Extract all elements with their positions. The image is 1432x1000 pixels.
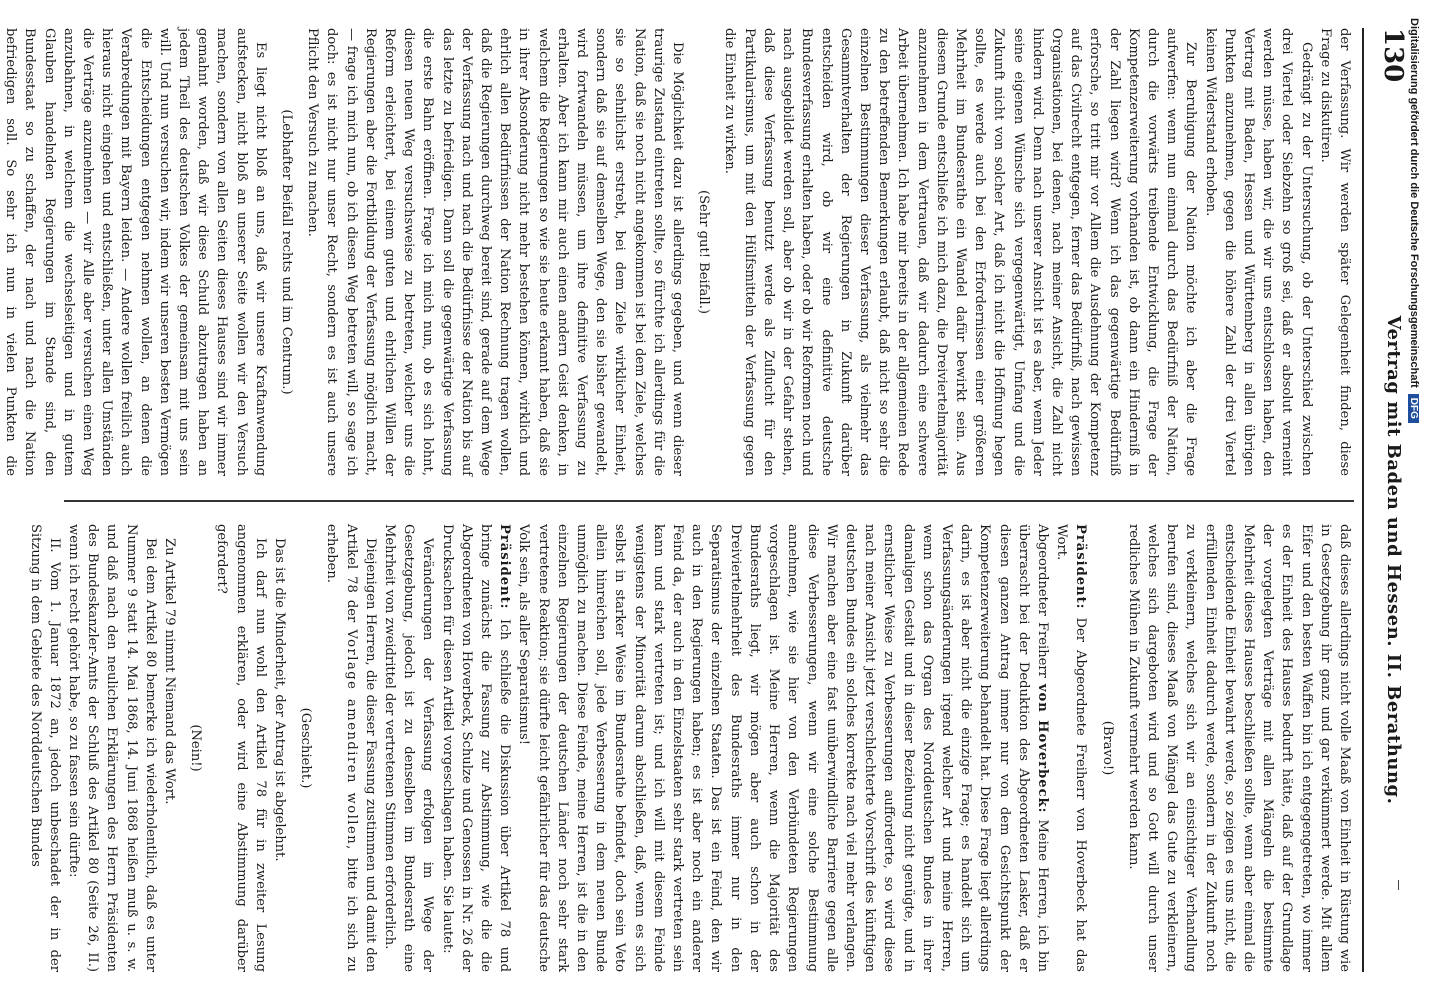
paragraph-text: II. Vom 1. Januar 1872 an, jedoch unbeschadet der in der Sitzung in dem Gebiete des Norddeutschen Bundes [27, 524, 62, 972]
digitization-credit [1398, 18, 1420, 978]
left-column [3, 28, 1354, 476]
paragraph-text: Die Möglichkeit dazu ist allerdings gegeben, und wenn dieser traurige Zustand eintreten sollte, so fürchte ich allerdings für die Nation, daß sie noch nicht angekommen ist bei dem Ziele, welches sie so sehnlichst erstrebt, bei dem Ziele wirklicher Einheit, sondern daß sie auf demselben Wege, den sie bisher gewandelt, wird fortwandeln müssen, um ihre definitive Verfassung zu erhalten. Aber ich kann mir auch einen andern Geist denken, in welchem die Regierungen so wie sie heute erkannt haben, daß sie in ihrer Absonderung nicht mehr bestehen können, wirklich und ehrlich allen Bedürfnissen der Nation Rechnung tragen wollen, daß die Regierungen durchweg bereit sind, gerade auf dem Wege der Verfassung nach und nach die Bedürfnisse der Nation bis auf das letzte zu befriedigen. Dann soll die gegenwärtige Verfassung die erste Bahn eröffnen. Frage ich mich nun, ob es sich lohnt, diesen neuen Weg versuchsweise zu betreten, welcher uns die Reform erleichtert, bei einem guten und ehrlichen Willen der Regierungen aber die Fortbildung der Verfassung möglich macht, — frage ich mich nun, ob ich diesen Weg betreten will, so sage ich doch: es ist nicht nur unser Recht, sondern es ist auch unsere Pflicht den Versuch zu machen. [305, 28, 686, 476]
paragraph [303, 28, 687, 476]
paragraph-text: Zu Artikel 79 nimmt Niemand das Wort. [162, 538, 178, 805]
document-page [3, 28, 1414, 972]
paragraph-continuation: bitte ich sich zu erheben. [324, 524, 359, 972]
paragraph-text: der Verfassung. Wir werden später Gelegenheit finden, diese Frage zu diskutiren. [1317, 28, 1352, 476]
paragraph-text: Veränderungen der Verfassung erfolgen im Wege der Gesetzgebung, jedoch ist zu denselben im Bundesrath eine Mehrheit von zweidrittel der vertretenen Stimmen erforderlich. [382, 524, 436, 972]
paragraph [212, 524, 270, 972]
credit-text: Digitalisierung gefördert durch die Deutsche Forschungsgemeinschaft [1408, 18, 1420, 388]
header-rule [1362, 28, 1364, 972]
paragraph [0, 28, 270, 476]
paragraph-text: Das ist die Minderheit, der Antrag ist abgelehnt. [272, 538, 288, 862]
paragraph [514, 524, 1052, 972]
applause-note: (Lebhafter Beifall rechts und im Centrum.) [279, 109, 295, 395]
applause-note: (Nein!) [188, 724, 204, 772]
paragraph-continuation: Ich schließe die Diskussion über Artikel 78 und bringe zunächst die Fassung zur Abstimmung, wie die die Abgeordneten von Hoverbeck, Schulze und Genossen in Nr. 26 der Drucksachen für diesen Artikel vorgeschlagen haben. Sie lautet: [439, 524, 513, 972]
paragraph [25, 524, 63, 972]
scan-speck [1398, 880, 1401, 890]
applause-note: (Bravo!) [1099, 720, 1115, 776]
paragraph [1200, 28, 1315, 476]
paragraph-text: Bei dem Artikel 80 bemerke ich wiederholentlich, daß es unter Nummer 9 statt 14. Mai 1868, 14. Juni 1868 heißen muß u. s. w. und daß nach den neulichen Erklärungen des Herrn Präsidenten des Bundeskanzler-Amts der Schluß des Artikel 80 (Seite 26, II.) wenn ich recht gehört habe, so zu fassen sein dürfte: [66, 524, 158, 972]
page-number: 130 [1378, 28, 1408, 83]
paragraph [1124, 524, 1354, 972]
speaker-name: von Hoverbeck: [1034, 683, 1050, 814]
speaker-name: Präsident: [1073, 524, 1089, 610]
dfg-logo: DFG [1408, 394, 1419, 423]
paragraph [270, 524, 289, 972]
applause-note: (Geschieht.) [298, 707, 314, 789]
paragraph-text: Diejenigen Herren, die dieser Fassung zustimmen und damit den Artikel 78 der [343, 524, 378, 972]
paragraph [1316, 28, 1354, 476]
paragraph-text: Gedrängt zu der Untersuchung, ob der Unterschied zwischen drei Viertel oder Siebzehn so groß sei, daß er absolut verneint werden müsse, haben wir, die wir uns entschlossen haben, den Vertrag mit Baden, Hessen und Württemberg in allen übrigen Punkten anzunehmen, gegen die höhere Zahl der drei Viertel keinen Widerstand erhoben. [1202, 28, 1314, 476]
running-head: Vertrag mit Baden und Hessen. II. Berathung. [1383, 315, 1404, 805]
paragraph [64, 524, 160, 972]
column-divider [64, 500, 1354, 502]
paragraph [437, 524, 514, 972]
paragraph [1052, 524, 1090, 972]
paragraph-text: Abgeordneter Freiherr [1034, 524, 1050, 684]
paragraph-continuation: Meine Herren, ich bin überrascht bei der Deduktion des Abgeordneten Lasker, daß er diesen ganzen Antrag immer nur von dem Gesichtspunkt der Kompetenzerweiterung behandelt hat. Diese Frage liegt allerdings darin, es ist aber nicht die einzige Frage; es handelt sich um Verfassungsänderungen irgend welcher Art und meine Herren, wenn schon das Organ des Norddeutschen Bundes in ihrer damaligen Gestalt und in dieser Beziehung nicht genügte, und in ernstlicher Weise zu Verbesserungen aufforderte, so wird diese nach meiner Ansicht jetzt verschlechterte Vorschrift des künftigen deutschen Bundes ein solches korrekte nach viel mehr verlangen. Wir machen aber eine fast unüberwindliche Barriere gegen alle diese Verbesserungen, wenn wir eine solche Bestimmung annehmen, wie sie hier von den Verbündeten Regierungen vorgeschlagen ist. Meine Herren, wenn die Majorität des Bundesraths liegt, wir mögen aber auch schon in der Dreiviertelmehrheit des Bundesraths immer nur in den Separatismus der einzelnen Staaten. Das ist ein Feind, den wir auch in den Regierungen haben; es ist aber noch ein anderer Feind da, der auch in den Einzelstaaten sehr stark vertreten sein kann und stark vertreten ist; und ich will mit diesem Feinde wenigstens der Minorität darum abschließen, daß, wenn es sich selbst in starker Weise im Bundesrathe befindet, doch sein Veto allein hinreichen soll, jede Verbesserung in dem neuen Bunde unmöglich zu machen. Diese Feinde, meine Herren, ist die in den einzelnen Regierungen der deutschen Länder noch sehr stark vertretene Reaktion; sie dürfte leicht gefährlicher für das deutsche Volk sein, als aller Separatismus! [516, 524, 1050, 972]
paragraph-text: Es liegt nicht bloß an uns, daß wir unsere Kraftanwendung aufstecken, nicht bloß an unserer Seite wollen wir den Versuch machen, sondern von allen Seiten dieses Hauses sind wir immer gemahnt worden, daß wir diese Schuld abzutragen haben an jedem Theil des deutschen Volkes der gemeinsam mit uns sein will. Und nun versuchen wir, indem wir unseren besten Vermögen die Entscheidungen entgegen nehmen wollen, an denen die Verabredungen mit Bayern leiden. — Andere wollen freilich auch hieraus nicht eingehen und entschließen, unter allen Umständen die Verträge anzunehmen — wir Alle aber versuchen einen Weg anzubahnen, in welchem die wechselseitigen und in gutem Glauben handelnden Regierungen im Stande sind, den Bundesstaat so zu schaffen, der nach und nach die Nation befriedigen soll. So sehr ich nun in vielen Punkten die [3, 28, 268, 476]
digitization-footer [1398, 18, 1424, 978]
applause-note: (Sehr gut! Beifall.) [696, 189, 712, 315]
paragraph [720, 28, 1200, 476]
speaker-name: Präsident: [497, 524, 513, 610]
right-column [27, 524, 1354, 972]
paragraph-text: Ich darf nun wohl den Artikel 78 für in zweiter Lesung angenommen erklären, oder wird eine Abstimmung darüber gefordert? [214, 524, 268, 972]
paragraph [160, 524, 179, 972]
paragraph-text: Zur Beruhigung der Nation möchte ich aber die Frage aufwerfen: wenn nun einmal durch das Bedürfniß der Nation, durch die vorwärts treibende Entwicklung, die Frage der Kompetenzerweiterung vorhanden ist, ob dann ein Hinderniß in der Zahl liegen wird? Wenn ich das gegenwärtige Bedürfniß erforsche, so tritt mir vor Allem die Ausdehnung der Kompetenz auf das Civilrecht entgegen, ferner das Bedürfniß, nach gewissen Organisationen, bei denen, nach meiner Ansicht, die Zahl nicht hindern wird. Denn nach unserer Ansicht ist es aber, wenn Jeder seine eigenen Wünsche sich vergegenwärtigt, Umfang und die Zukunft nicht von solcher Art, daß ich nicht die Hoffnung hegen sollte, es werde auch bei den Erfordernissen einer größeren Mehrheit im Bundesrathe ein Wandel dafür bewirkt sein. Aus diesem Grunde entschließe ich mich dazu, die Dreiviertelmajorität anzunehmen in dem Vertrauen, daß wir dadurch eine schwere Arbeit übernehmen. Ich habe mir bereits in der allgemeinen Rede zu den betreffenden Bemerkungen erlaubt, daß nicht so sehr die einzelnen Bestimmungen dieser Verfassung, als vielmehr das Gesammtverhalten der Regierungen in Zukunft darüber entscheiden wird, ob wir eine definitive deutsche Bundesverfassung erhalten haben, oder ob wir Reformen noch und nach ausgebildet werden soll, aber ob wir in der Gefahr stehen, daß diese Verfassung benutzt werde als Zuflucht für den Partikularismus, um mit den Hülfsmitteln der Verfassung gegen die Einheit zu wirken. [722, 28, 1199, 476]
paragraph-continuation: Der Abgeordnete Freiherr von Hoverbeck hat das Wort. [1054, 524, 1089, 972]
paragraph [380, 524, 438, 972]
spaced-emphasis: Vorlage amendiren wollen, [343, 629, 359, 851]
paragraph [322, 524, 380, 972]
paragraph-text: daß dieses allerdings nicht volle Maaß von Einheit in Rüstung wie in Gesetzgebung ihr ganz und gar verkümmert werde. Mit allem Eifer und den besten Waffen bin ich entgegengetreten, wo immer es der Einheit des Hauses bedurft hätte, daß auf der Grundlage der vorgelegten Verträge mit allen Mängeln die bestimmte Mehrheit dieses Hauses beschließen sollte, wenn aber einmal die entscheidende Einheit bewahrt werde, so zeigen es uns nicht, die erfüllenden Einheit dadurch werde, sondern in der Zukunft noch zu verkleinern, welches sich wir an einsichtiger Verhandlung berufen sind, dieses Maaß von Mängel das Gute zu verkleinern, welches sich dargeboten wird und so Gott will durch unser redliches Mühen in Zukunft vermehrt werden kann. [1125, 524, 1352, 972]
